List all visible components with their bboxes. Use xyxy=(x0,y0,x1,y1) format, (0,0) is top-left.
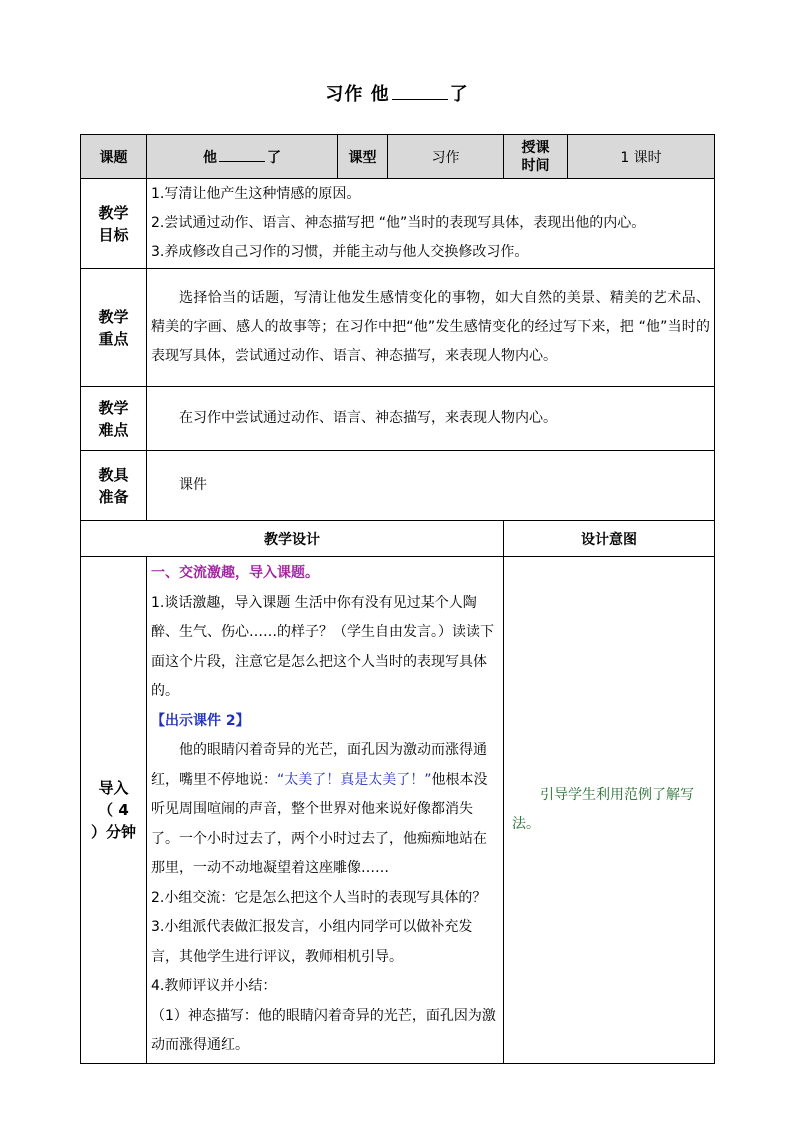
difficulty-label: 教学 难点 xyxy=(81,387,147,451)
design-header: 教学设计 xyxy=(81,521,504,557)
design-paragraph: （1）神态描写：他的眼睛闪着奇异的光芒，面孔因为激动而涨得通红。 xyxy=(151,1007,496,1053)
focus-text: 选择恰当的话题，写清让他发生感情变化的事物，如大自然的美景、精美的艺术品、精美的字画、感人的故事等；在习作中把“他”发生感情变化的经过写下来，把 “他”当时的表现写具体，尝试通过动作、语言、神态描写，来表现人物内心。 xyxy=(151,290,710,364)
intent-text: 引导学生利用范例了解写法。 xyxy=(512,786,694,832)
title-blank xyxy=(392,85,448,100)
lesson-plan-table xyxy=(80,134,715,1064)
type-label: 课型 xyxy=(338,135,388,179)
topic-blank xyxy=(219,149,265,162)
excerpt-paragraph: 他的眼睛闪着奇异的光芒，面孔因为激动而涨得通红，嘴里不停地说：“太美了！真是太美了！”他根本没听见周围喧闹的声音，整个世界对他来说好像都消失了。一个小时过去了，两个小时过去了，他痴痴地站在那里，一动不动地凝望着这座雕像…… xyxy=(151,742,488,876)
focus-label: 教学 重点 xyxy=(81,269,147,387)
focus-text-cell xyxy=(147,269,715,387)
goals-label: 教学 目标 xyxy=(81,179,147,269)
time-value: 1 课时 xyxy=(568,135,715,179)
design-paragraph: 3.小组派代表做汇报发言，小组内同学可以做补充发言，其他学生进行评议，教师相机引导。 xyxy=(151,919,473,965)
excerpt-quote: “太美了！真是太美了！” xyxy=(277,771,432,788)
design-paragraph: 1.谈话激趣，导入课题 生活中你有没有见过某个人陶醉、生气、伤心……的样子？（学生自由发言。）读读下面这个片段，注意它是怎么把这个人当时的表现写具体的。 xyxy=(151,594,494,699)
design-paragraph: 4.教师评议并小结： xyxy=(151,978,277,994)
goal-item: 2.尝试通过动作、语言、神态描写把 “他”当时的表现写具体，表现出他的内心。 xyxy=(151,215,646,231)
type-value: 习作 xyxy=(388,135,504,179)
intent-header: 设计意图 xyxy=(504,521,715,557)
goal-item: 1.写清让他产生这种情感的原因。 xyxy=(151,186,361,202)
topic-value: 他 了 xyxy=(147,135,338,179)
tools-label: 教具 准备 xyxy=(81,451,147,521)
goal-item: 3.养成修改自己习作的习惯，并能主动与他人交换修改习作。 xyxy=(151,244,529,260)
section-label: 导入 （ 4 ）分钟 xyxy=(81,557,147,1064)
page-title: 习作 他 了 xyxy=(325,84,469,105)
tools-text: 课件 xyxy=(179,477,207,493)
intent-content xyxy=(504,557,715,1064)
tools-text-cell xyxy=(147,451,715,521)
difficulty-text: 在习作中尝试通过动作、语言、神态描写，来表现人物内心。 xyxy=(179,410,557,426)
goals-list xyxy=(147,179,715,269)
time-label: 授课 时间 xyxy=(504,135,568,179)
courseware-label: 【出示课件 2】 xyxy=(151,712,250,729)
design-content xyxy=(147,557,504,1064)
topic-label: 课题 xyxy=(81,135,147,179)
difficulty-text-cell xyxy=(147,387,715,451)
section-heading: 一、交流激趣，导入课题。 xyxy=(151,565,319,581)
design-paragraph: 2.小组交流：它是怎么把这个人当时的表现写具体的？ xyxy=(151,889,487,906)
